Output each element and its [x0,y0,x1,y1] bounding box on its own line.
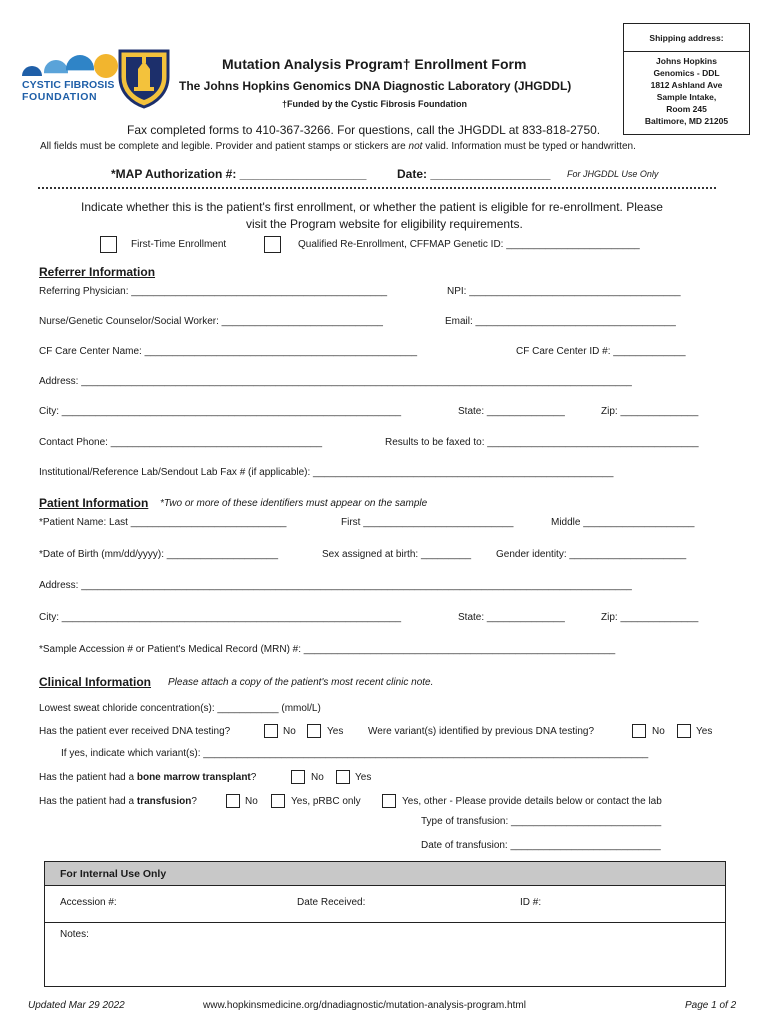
cff-logo-text-2: FOUNDATION [22,91,98,103]
care-center-name-field[interactable]: CF Care Center Name: _________________________________________________ [39,346,418,357]
shipping-line-3: 1812 Ashland Ave [650,80,723,90]
marrow-question [39,772,256,783]
transfusion-post: ? [191,796,197,807]
referrer-heading: Referrer Information [39,265,156,279]
marrow-no-label: No [311,772,324,783]
patient-city-field[interactable]: City: _____________________________________________________________ [39,612,402,623]
enrollment-instruction-2: visit the Program website for eligibility requirements. [246,217,523,231]
internal-date-received-label: Date Received: [297,897,366,908]
variants-yes-checkbox[interactable] [677,724,691,738]
referrer-state-field[interactable]: State: ______________ [458,406,565,417]
clinical-heading: Clinical Information [39,675,152,689]
marrow-post: ? [250,772,257,783]
dna-testing-question: Has the patient ever received DNA testing? [39,726,231,737]
clinical-note: Please attach a copy of the patient's most recent clinic note. [168,677,434,688]
referrer-city-field[interactable]: City: _____________________________________________________________ [39,406,402,417]
transfusion-question [39,796,197,807]
variants-no-label: No [652,726,665,737]
care-center-id-field[interactable]: CF Care Center ID #: _____________ [516,346,686,357]
lab-subtitle: The Johns Hopkins Genomics DNA Diagnostic Laboratory (JHGDDL) [179,79,572,93]
referrer-zip-field[interactable]: Zip: ______________ [601,406,699,417]
shipping-line-6: Baltimore, MD 21205 [644,116,729,126]
referring-physician-field[interactable]: Referring Physician: ______________________________________________ [39,286,388,297]
transfusion-pre: Has the patient had a [39,796,137,807]
map-date-field[interactable]: Date: __________________ [397,167,551,181]
dna-testing-yes-checkbox[interactable] [307,724,321,738]
completion-instructions [40,141,636,152]
patient-address-field[interactable]: Address: ___________________________________________________________________________________________________ [39,580,632,591]
first-time-label: First-Time Enrollment [131,239,227,250]
internal-use-box [44,861,726,987]
dna-testing-no-label: No [283,726,296,737]
marrow-bold: bone marrow transplant [136,772,251,783]
referrer-address-field[interactable]: Address: ___________________________________________________________________________________________________ [39,376,632,387]
npi-field[interactable]: NPI: ______________________________________ [447,286,681,297]
sex-at-birth-field[interactable]: Sex assigned at birth: _________ [322,549,471,560]
map-dotted-divider [38,187,716,189]
patient-state-field[interactable]: State: ______________ [458,612,565,623]
shipping-address-box [623,23,750,135]
transfusion-no-label: No [245,796,258,807]
enrollment-instruction-1: Indicate whether this is the patient's first enrollment, or whether the patient is eligible for re-enrollment. Please [81,200,663,214]
fax-instructions: Fax completed forms to 410-367-3266. For questions, call the JHGDDL at 833-818-2750. [127,123,601,137]
internal-notes-label: Notes: [60,929,89,940]
cff-logo-text-1: CYSTIC FIBROSIS [22,79,115,91]
re-enrollment-label[interactable]: Qualified Re-Enrollment, CFFMAP Genetic ID: ________________________ [298,239,640,250]
internal-use-header [45,862,725,886]
contact-phone-field[interactable]: Contact Phone: ______________________________________ [39,437,323,448]
funding-note: †Funded by the Cystic Fibrosis Foundation [282,99,468,109]
shipping-line-1: Johns Hopkins [656,56,717,66]
counselor-field[interactable]: Nurse/Genetic Counselor/Social Worker: _____________________________ [39,316,383,327]
accession-mrn-field[interactable]: *Sample Accession # or Patient's Medical Record (MRN) #: ________________________________________________________ [39,644,616,655]
transfusion-prbc-label: Yes, pRBC only [291,796,361,807]
variants-question: Were variant(s) identified by previous DNA testing? [368,726,595,737]
shipping-line-4: Sample Intake, [656,92,717,102]
instructions-not: not [408,141,423,152]
patient-middle-name-field[interactable]: Middle ____________________ [551,517,695,528]
transfusion-no-checkbox[interactable] [226,794,240,808]
instructions-pre: All fields must be complete and legible. Provider and patient stamps or stickers are [40,141,409,152]
sweat-chloride-field[interactable]: Lowest sweat chloride concentration(s): ___________ (mmol/L) [39,703,321,714]
results-fax-field[interactable]: Results to be faxed to: ______________________________________ [385,437,699,448]
map-authorization-field[interactable]: *MAP Authorization #: ___________________ [111,167,367,181]
marrow-pre: Has the patient had a [39,772,137,783]
date-of-birth-field[interactable]: *Date of Birth (mm/dd/yyyy): ____________________ [39,549,279,560]
page-title: Mutation Analysis Program† Enrollment Form [222,56,527,72]
shipping-divider [624,51,749,52]
jhgddl-use-note: For JHGDDL Use Only [567,169,659,179]
patient-identifier-note: *Two or more of these identifiers must appear on the sample [160,498,428,509]
transfusion-date-field[interactable]: Date of transfusion: ___________________________ [421,840,661,851]
shipping-label: Shipping address: [649,33,724,43]
re-enrollment-checkbox[interactable] [264,236,281,253]
footer-url[interactable]: www.hopkinsmedicine.org/dnadiagnostic/mutation-analysis-program.html [203,1000,526,1011]
internal-divider [45,922,725,923]
marrow-yes-checkbox[interactable] [336,770,350,784]
patient-heading: Patient Information [39,496,149,510]
cff-logo [20,52,120,107]
patient-zip-field[interactable]: Zip: ______________ [601,612,699,623]
patient-first-name-field[interactable]: First ___________________________ [341,517,514,528]
gender-identity-field[interactable]: Gender identity: _____________________ [496,549,687,560]
footer-page: Page 1 of 2 [685,1000,737,1011]
patient-last-name-field[interactable]: *Patient Name: Last ____________________________ [39,517,287,528]
variants-yes-label: Yes [696,726,713,737]
variants-which-field[interactable]: If yes, indicate which variant(s): ________________________________________________________________________________ [61,748,649,759]
internal-id-label: ID #: [520,897,542,908]
first-time-checkbox[interactable] [100,236,117,253]
dna-testing-yes-label: Yes [327,726,344,737]
transfusion-bold: transfusion [136,796,192,807]
footer-updated: Updated Mar 29 2022 [28,1000,125,1011]
dna-testing-no-checkbox[interactable] [264,724,278,738]
transfusion-type-field[interactable]: Type of transfusion: ___________________________ [421,816,662,827]
lab-fax-field[interactable]: Institutional/Reference Lab/Sendout Lab Fax # (if applicable): ______________________________________________________ [39,467,614,478]
shipping-line-2: Genomics - DDL [653,68,720,78]
transfusion-other-label: Yes, other - Please provide details below or contact the lab [402,796,662,807]
email-field[interactable]: Email: ____________________________________ [445,316,676,327]
internal-use-heading: For Internal Use Only [60,868,167,880]
jh-shield-logo [116,47,172,109]
variants-no-checkbox[interactable] [632,724,646,738]
marrow-yes-label: Yes [355,772,372,783]
shipping-line-5: Room 245 [666,104,707,114]
transfusion-prbc-checkbox[interactable] [271,794,285,808]
transfusion-other-checkbox[interactable] [382,794,396,808]
instructions-post: valid. Information must be typed or handwritten. [422,141,636,152]
cff-logo-sun [94,54,118,78]
internal-accession-label: Accession #: [60,897,117,908]
marrow-no-checkbox[interactable] [291,770,305,784]
